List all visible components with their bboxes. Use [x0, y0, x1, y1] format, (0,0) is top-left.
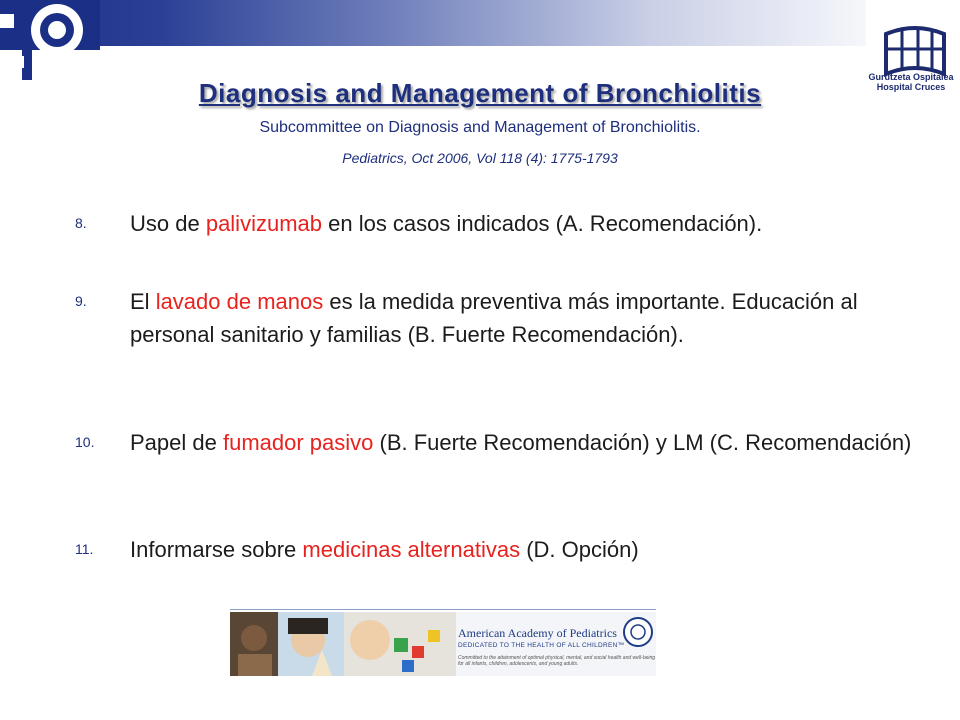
hospital-name-line2: Hospital Cruces — [876, 82, 946, 92]
corner-logo-icon — [0, 0, 100, 80]
slide-citation: Pediatrics, Oct 2006, Vol 118 (4): 1775-1793 — [342, 150, 618, 166]
item-highlight: fumador pasivo — [222, 430, 374, 455]
item-number: 8. — [75, 215, 87, 231]
item-text: El lavado de manos es la medida preventiva más importante. Educación al personal sanitario y familias (B. Fuerte Recomendación). — [130, 289, 858, 347]
item-text: Uso de palivizumab en los casos indicados (A. Recomendación). — [130, 211, 763, 236]
item-highlight: palivizumab — [205, 211, 322, 236]
slide-title: Diagnosis and Management of Bronchiolitis — [198, 78, 762, 108]
item-number: 9. — [75, 293, 87, 309]
item-text: Informarse sobre medicinas alternativas (D. Opción) — [130, 537, 639, 562]
header-gradient-bar — [0, 0, 866, 46]
slide-subtitle: Subcommittee on Diagnosis and Management of Bronchiolitis. — [259, 119, 701, 136]
hospital-name-line1: Gurutzeta Ospitalea — [868, 72, 954, 82]
aap-mission: Committed to the attainment of optimal physical, mental, and social health and well-being for all infants, children, adolescents, and young adults. — [458, 655, 656, 667]
aap-org-name: American Academy of Pediatrics — [458, 626, 617, 640]
item-number: 10. — [75, 434, 95, 450]
item-highlight: medicinas alternativas — [302, 537, 521, 562]
item-text: Papel de fumador pasivo (B. Fuerte Recomendación) y LM (C. Recomendación) — [130, 430, 912, 455]
aap-tagline: DEDICATED TO THE HEALTH OF ALL CHILDREN™ — [458, 642, 625, 649]
item-number: 11. — [75, 541, 94, 557]
item-highlight: lavado de manos — [155, 289, 324, 314]
